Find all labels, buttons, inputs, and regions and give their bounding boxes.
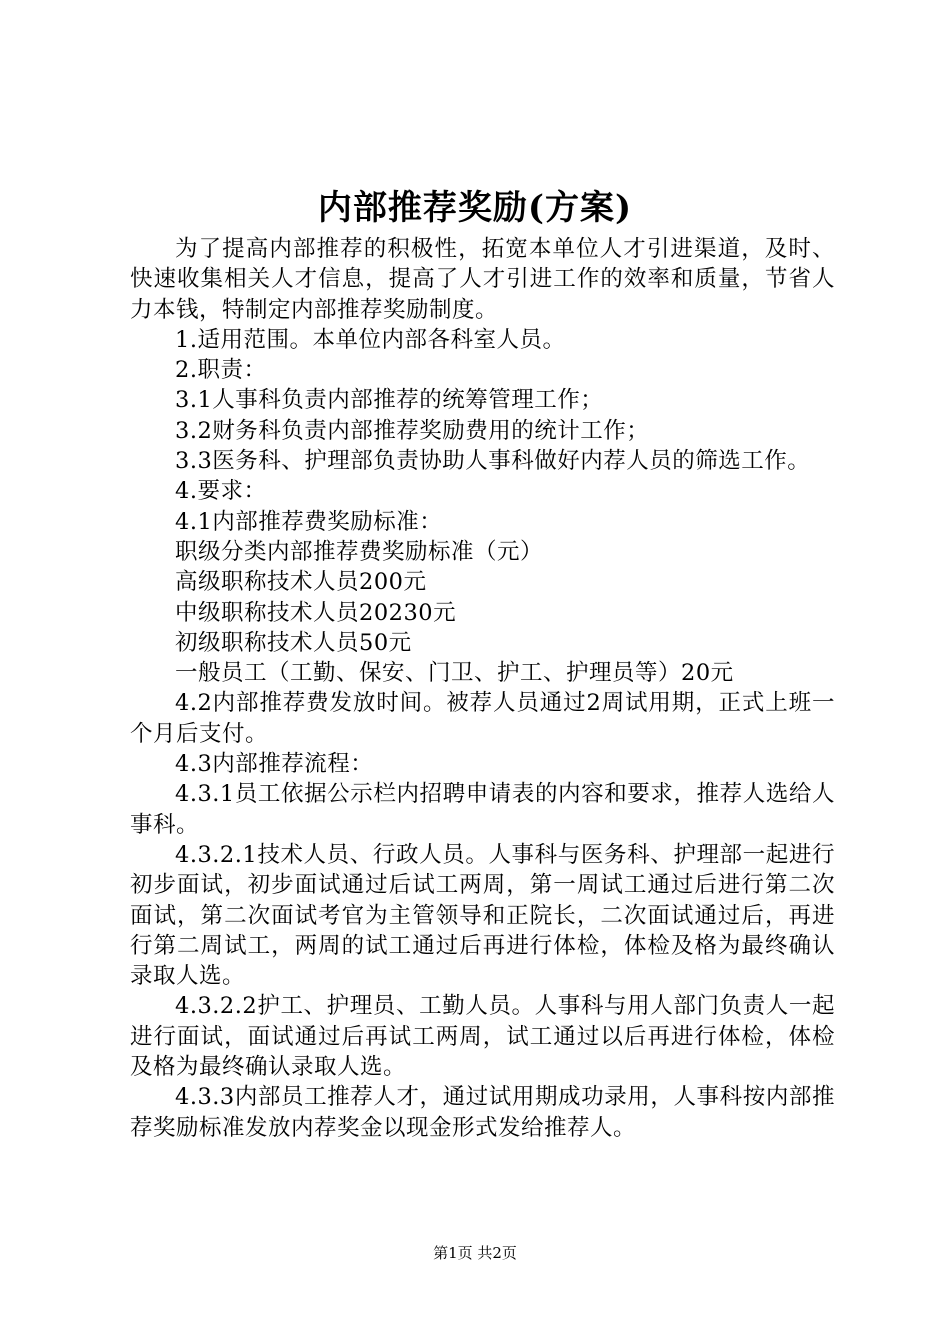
paragraph-reward-general: 一般员工（工勤、保安、门卫、护工、护理员等）20元 [175, 660, 734, 687]
paragraph-process-heading: 4.3内部推荐流程： [175, 751, 374, 778]
paragraph-requirements-heading: 4.要求： [175, 478, 267, 505]
document-title: 内部推荐奖励(方案) [317, 188, 633, 228]
paragraph-process-4-3-2-1: 4.3.2.1技术人员、行政人员。人事科与医务科、护理部一起进行初步面试，初步面试通过后试工两周，第一周试工通过后进行第二次面试，第二次面试考官为主管领导和正院长，二次面试通过后，再进行第二周试工，两周的试工通过后再进行体检，体检及格为最终确认录取人选。 [130, 841, 835, 990]
paragraph-intro: 为了提高内部推荐的积极性，拓宽本单位人才引进渠道，及时、快速收集相关人才信息，提高了人才引进工作的效率和质量，节省人力本钱，特制定内部推荐奖励制度。 [130, 236, 835, 323]
paragraph-payment-time: 4.2内部推荐费发放时间。被荐人员通过2周试用期，正式上班一个月后支付。 [130, 690, 835, 747]
paragraph-reward-standard: 4.1内部推荐费奖励标准： [175, 508, 443, 535]
document-body [130, 234, 835, 1143]
paragraph-duties-heading: 2.职责： [175, 357, 267, 384]
paragraph-process-4-3-3: 4.3.3内部员工推荐人才，通过试用期成功录用，人事科按内部推荐奖励标准发放内荐奖金以现金形式发给推荐人。 [130, 1084, 835, 1141]
paragraph-reward-intermediate: 中级职称技术人员20230元 [175, 599, 457, 626]
paragraph-reward-junior: 初级职称技术人员50元 [175, 629, 412, 656]
paragraph-reward-table-header: 职级分类内部推荐费奖励标准（元） [175, 538, 544, 565]
paragraph-process-4-3-2-2: 4.3.2.2护工、护理员、工勤人员。人事科与用人部门负责人一起进行面试，面试通过后再试工两周，试工通过以后再进行体检，体检及格为最终确认录取人选。 [130, 993, 835, 1081]
page-footer: 第1页 共2页 [433, 1244, 517, 1262]
paragraph-duty-3-3: 3.3医务科、护理部负责协助人事科做好内荐人员的筛选工作。 [175, 448, 811, 475]
paragraph-process-4-3-1: 4.3.1员工依据公示栏内招聘申请表的内容和要求，推荐人选给人事科。 [130, 781, 835, 838]
paragraph-duty-3-1: 3.1人事科负责内部推荐的统筹管理工作； [175, 387, 604, 414]
paragraph-reward-senior: 高级职称技术人员200元 [175, 569, 427, 596]
paragraph-scope: 1.适用范围。本单位内部各科室人员。 [175, 326, 566, 353]
paragraph-duty-3-2: 3.2财务科负责内部推荐奖励费用的统计工作； [175, 417, 650, 444]
